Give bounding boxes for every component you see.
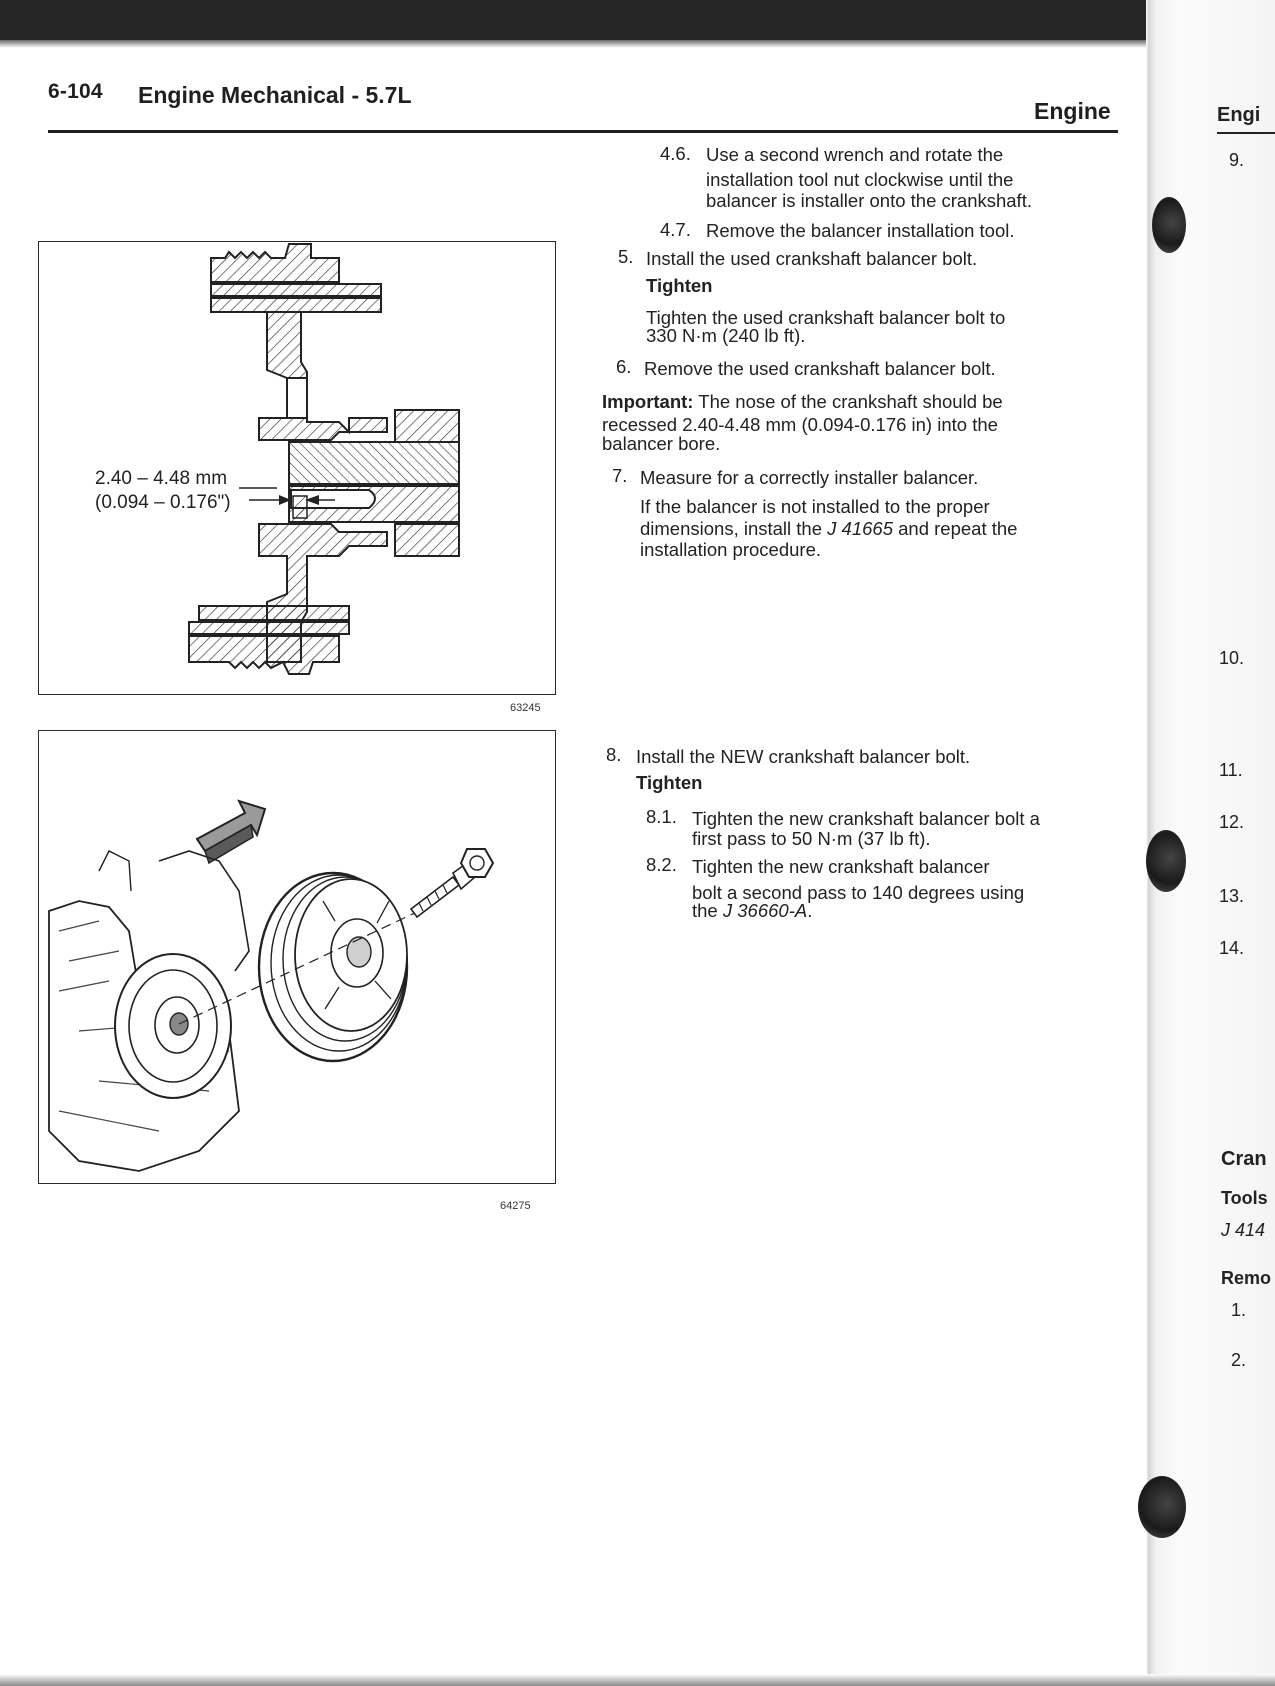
next-page-item: 1. bbox=[1231, 1300, 1247, 1320]
next-page-item: 11. bbox=[1219, 760, 1243, 780]
step-number: 6. bbox=[616, 356, 632, 377]
step-text: Remove the used crankshaft balancer bolt. bbox=[644, 358, 996, 379]
next-page-item: 12. bbox=[1219, 812, 1245, 832]
tighten-label: Tighten bbox=[636, 772, 703, 793]
page-title: Engine Mechanical - 5.7L bbox=[138, 82, 412, 108]
tool-reference: J 36660-A bbox=[722, 900, 808, 921]
binder-hole-top bbox=[1152, 197, 1186, 253]
step-number: 7. bbox=[612, 465, 628, 486]
step-number: 8.2. bbox=[646, 854, 677, 875]
step-subtext bbox=[640, 518, 1017, 540]
important-text: balancer bore. bbox=[602, 433, 721, 454]
step-text: Use a second wrench and rotate the bbox=[706, 144, 1004, 165]
important-text: recessed 2.40-4.48 mm (0.094-0.176 in) into the bbox=[602, 414, 998, 435]
step-number: 4.7. bbox=[660, 219, 691, 240]
step-number: 8. bbox=[606, 744, 622, 765]
figure-balancer-cross-section bbox=[38, 241, 556, 695]
step-text-part: the bbox=[692, 900, 723, 921]
dimension-callout-mm: 2.40 – 4.48 mm bbox=[95, 468, 228, 489]
tighten-label: Tighten bbox=[646, 275, 713, 296]
next-page-header-rule bbox=[1217, 132, 1275, 134]
important-text: The nose of the crankshaft should be bbox=[698, 391, 1003, 412]
step-text: Install the NEW crankshaft balancer bolt. bbox=[636, 746, 971, 767]
next-page-tool: J 414 bbox=[1221, 1220, 1266, 1240]
tighten-spec: Tighten the used crankshaft balancer bolt to bbox=[646, 307, 1006, 328]
step-text: Tighten the new crankshaft balancer bbox=[692, 856, 990, 877]
next-page-heading: Cran bbox=[1221, 1148, 1267, 1170]
next-page-item: 9. bbox=[1229, 150, 1245, 170]
step-text-part: . bbox=[807, 900, 813, 921]
next-page-item: 2. bbox=[1231, 1350, 1247, 1370]
next-page-item: 14. bbox=[1219, 938, 1245, 958]
step-number: 4.6. bbox=[660, 143, 691, 164]
step-number: 5. bbox=[618, 246, 634, 267]
step-text: Measure for a correctly installer balancer. bbox=[640, 467, 979, 488]
tool-reference: J 41665 bbox=[827, 518, 893, 539]
next-page-header: Engi bbox=[1217, 104, 1261, 126]
step-subtext: installation procedure. bbox=[640, 539, 821, 560]
next-page-heading: Remo bbox=[1221, 1268, 1272, 1288]
page-number: 6-104 bbox=[48, 80, 103, 103]
step-subtext-part: dimensions, install the bbox=[640, 518, 828, 539]
figure-id: 63245 bbox=[510, 702, 541, 714]
step-text: Install the used crankshaft balancer bolt. bbox=[646, 248, 978, 269]
next-page-item: 13. bbox=[1219, 886, 1245, 906]
header-rule bbox=[48, 130, 1118, 133]
binder-hole-bottom bbox=[1138, 1476, 1186, 1538]
step-subtext-part: and repeat the bbox=[893, 518, 1018, 539]
step-text bbox=[692, 900, 812, 922]
next-page-item: 10. bbox=[1219, 648, 1245, 668]
next-page-heading: Tools bbox=[1221, 1188, 1268, 1208]
section-header: Engine bbox=[1034, 98, 1111, 124]
step-text: bolt a second pass to 140 degrees using bbox=[692, 882, 1025, 903]
step-text: installation tool nut clockwise until the bbox=[706, 169, 1014, 190]
important-note bbox=[602, 391, 1003, 413]
step-subtext: If the balancer is not installed to the proper bbox=[640, 496, 990, 517]
step-text: balancer is installer onto the crankshaft. bbox=[706, 190, 1032, 211]
figure-id: 64275 bbox=[500, 1200, 531, 1212]
step-text: first pass to 50 N·m (37 lb ft). bbox=[692, 828, 931, 849]
figure-bolt-installation bbox=[38, 730, 556, 1184]
binder-hole-middle bbox=[1146, 830, 1186, 892]
scan-top-shadow bbox=[0, 0, 1275, 40]
tighten-spec: 330 N·m (240 lb ft). bbox=[646, 325, 806, 346]
dimension-callout-in: (0.094 – 0.176") bbox=[95, 492, 231, 513]
bolt-installation-drawing bbox=[39, 731, 555, 1183]
step-number: 8.1. bbox=[646, 806, 677, 827]
step-text: Remove the balancer installation tool. bbox=[706, 220, 1015, 241]
scan-top-fade bbox=[0, 40, 1275, 48]
step-text: Tighten the new crankshaft balancer bolt a bbox=[692, 808, 1040, 829]
important-label: Important: bbox=[602, 391, 694, 412]
scan-bottom-shadow bbox=[0, 1674, 1275, 1686]
